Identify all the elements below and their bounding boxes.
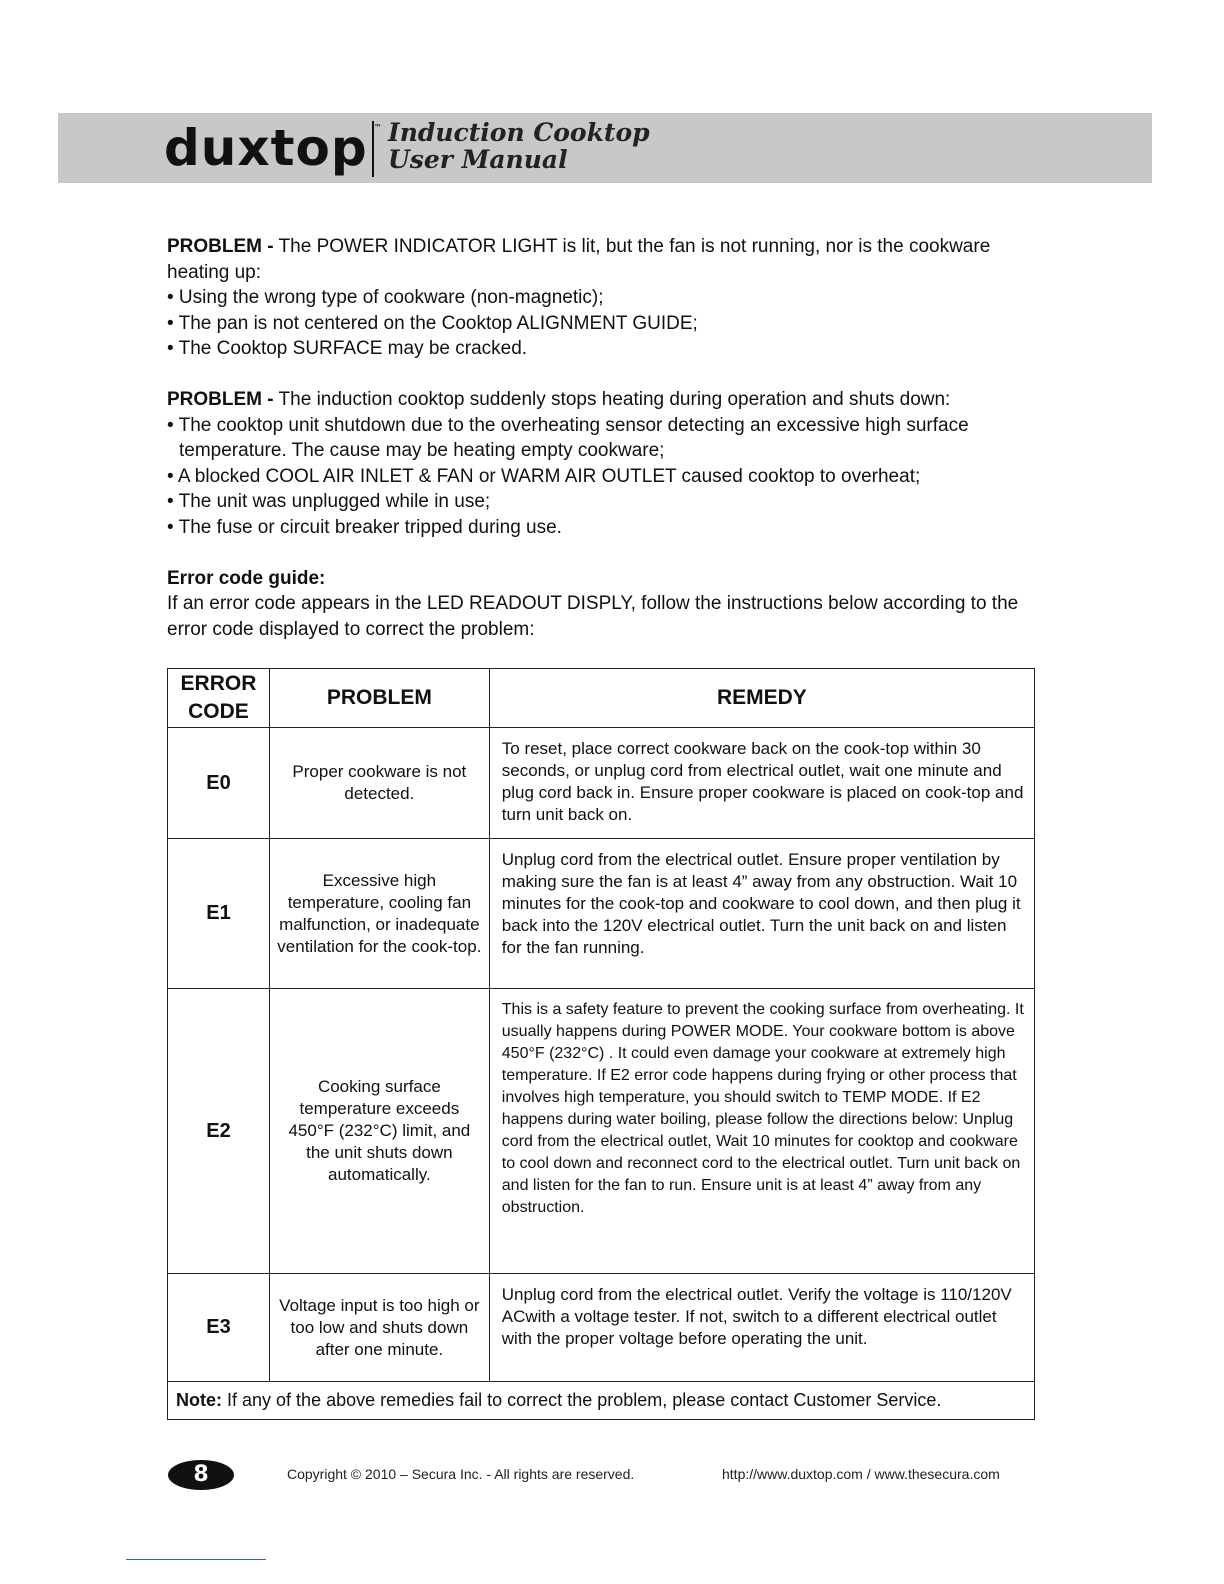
error-code-cell: E1: [168, 839, 270, 989]
bullet-item: • Using the wrong type of cookware (non-magnetic);: [167, 287, 604, 309]
table-header-row: [168, 669, 1035, 728]
header-error-code-line1: ERROR: [180, 672, 257, 695]
problem-cell: Cooking surface temperature exceeds 450°F (232°C) limit, and the unit shuts down automatically.: [269, 989, 489, 1274]
bullet-item: • The unit was unplugged while in use;: [167, 491, 491, 513]
problem-cell: Voltage input is too high or too low and shuts down after one minute.: [269, 1274, 489, 1382]
remedy-cell: To reset, place correct cookware back on the cook-top within 30 seconds, or unplug cord from electrical outlet, wait one minute and plug cord back in. Ensure proper cookware is placed on cook-top and turn unit back on.: [489, 728, 1034, 839]
problem-label: PROBLEM -: [167, 388, 274, 410]
page-number-badge: 8: [168, 1460, 234, 1490]
manual-title-line2: User Manual: [388, 145, 568, 174]
problem-label: PROBLEM -: [167, 236, 274, 257]
error-code-cell: E3: [168, 1274, 270, 1382]
manual-title: [388, 119, 650, 173]
page-content: [167, 234, 1047, 667]
error-guide-section: [167, 566, 1047, 643]
error-code-cell: E0: [168, 728, 270, 839]
problem-section-2: [167, 387, 1047, 541]
problem-text: The POWER INDICATOR LIGHT is lit, but the fan is not running, nor is the cookware heating up:: [167, 236, 991, 283]
footer-copyright: Copyright © 2010 – Secura Inc. - All rights are reserved.: [287, 1466, 635, 1482]
header-remedy: REMEDY: [489, 669, 1034, 728]
bullet-item: • The pan is not centered on the Cooktop ALIGNMENT GUIDE;: [167, 312, 698, 334]
note-label: Note:: [176, 1390, 222, 1410]
logo-text: duxtop: [164, 119, 368, 177]
remedy-cell: Unplug cord from the electrical outlet. Verify the voltage is 110/120V ACwith a voltage tester. If not, switch to a different electrical outlet with the proper voltage before operating the unit.: [489, 1274, 1034, 1382]
scan-edge-line: [126, 1559, 266, 1560]
header-divider: [372, 121, 374, 177]
header-band: [58, 113, 1152, 183]
trademark-symbol: ™: [373, 123, 382, 132]
remedy-cell: This is a safety feature to prevent the cooking surface from overheating. It usually happens during POWER MODE. Your cookware bottom is above 450°F (232°C) . It could even damage your cookware at extremely high temperature. If E2 error code happens during frying or other process that involves high temperature, you should switch to TEMP MODE. If E2 happens during water boiling, please follow the directions below: Unplug cord from the electrical outlet, Wait 10 minutes for cooktop and cookware to cool down and reconnect cord to the electrical outlet. Turn unit back on and listen for the fan to run. Ensure unit is at least 4” away from any obstruction.: [489, 989, 1034, 1274]
problem-statement: [167, 387, 1047, 413]
problem-cell: Proper cookware is not detected.: [269, 728, 489, 839]
error-code-cell: E2: [168, 989, 270, 1274]
footer-urls: http://www.duxtop.com / www.thesecura.com: [722, 1466, 1000, 1482]
problem-cell: Excessive high temperature, cooling fan malfunction, or inadequate ventilation for the cook-top.: [269, 839, 489, 989]
header-error-code-line2: CODE: [188, 700, 249, 723]
header-error-code: [168, 669, 270, 728]
note-cell: [168, 1382, 1035, 1420]
manual-title-line1: Induction Cooktop: [388, 118, 650, 147]
table-row: [168, 989, 1035, 1274]
bullet-item: • The cooktop unit shutdown due to the overheating sensor detecting an excessive high surface temperature. The cause may be heating empty cookware;: [167, 414, 969, 462]
error-guide-heading: Error code guide:: [167, 567, 326, 589]
problem-section-1: [167, 234, 1047, 362]
header-problem: PROBLEM: [269, 669, 489, 728]
table-row: [168, 1274, 1035, 1382]
error-code-table: [167, 668, 1035, 1420]
problem-text: The induction cooktop suddenly stops heating during operation and shuts down:: [278, 388, 951, 410]
duxtop-logo: [164, 117, 382, 179]
table-row: [168, 728, 1035, 839]
bullet-item: • A blocked COOL AIR INLET & FAN or WARM AIR OUTLET caused cooktop to overheat;: [167, 465, 921, 487]
table-note-row: [168, 1382, 1035, 1420]
problem-statement: [167, 234, 1047, 285]
error-guide-intro: If an error code appears in the LED READOUT DISPLY, follow the instructions below according to the error code displayed to correct the problem:: [167, 593, 1019, 640]
note-text: If any of the above remedies fail to correct the problem, please contact Customer Service.: [227, 1390, 942, 1410]
bullet-item: • The Cooktop SURFACE may be cracked.: [167, 338, 528, 360]
table-row: [168, 839, 1035, 989]
remedy-cell: Unplug cord from the electrical outlet. Ensure proper ventilation by making sure the fan is at least 4” away from any obstruction. Wait 10 minutes for the cook-top and cookware to cool down, and then plug it back into the 120V electrical outlet. Turn the unit back on and listen for the fan running.: [489, 839, 1034, 989]
bullet-item: • The fuse or circuit breaker tripped during use.: [167, 516, 562, 538]
